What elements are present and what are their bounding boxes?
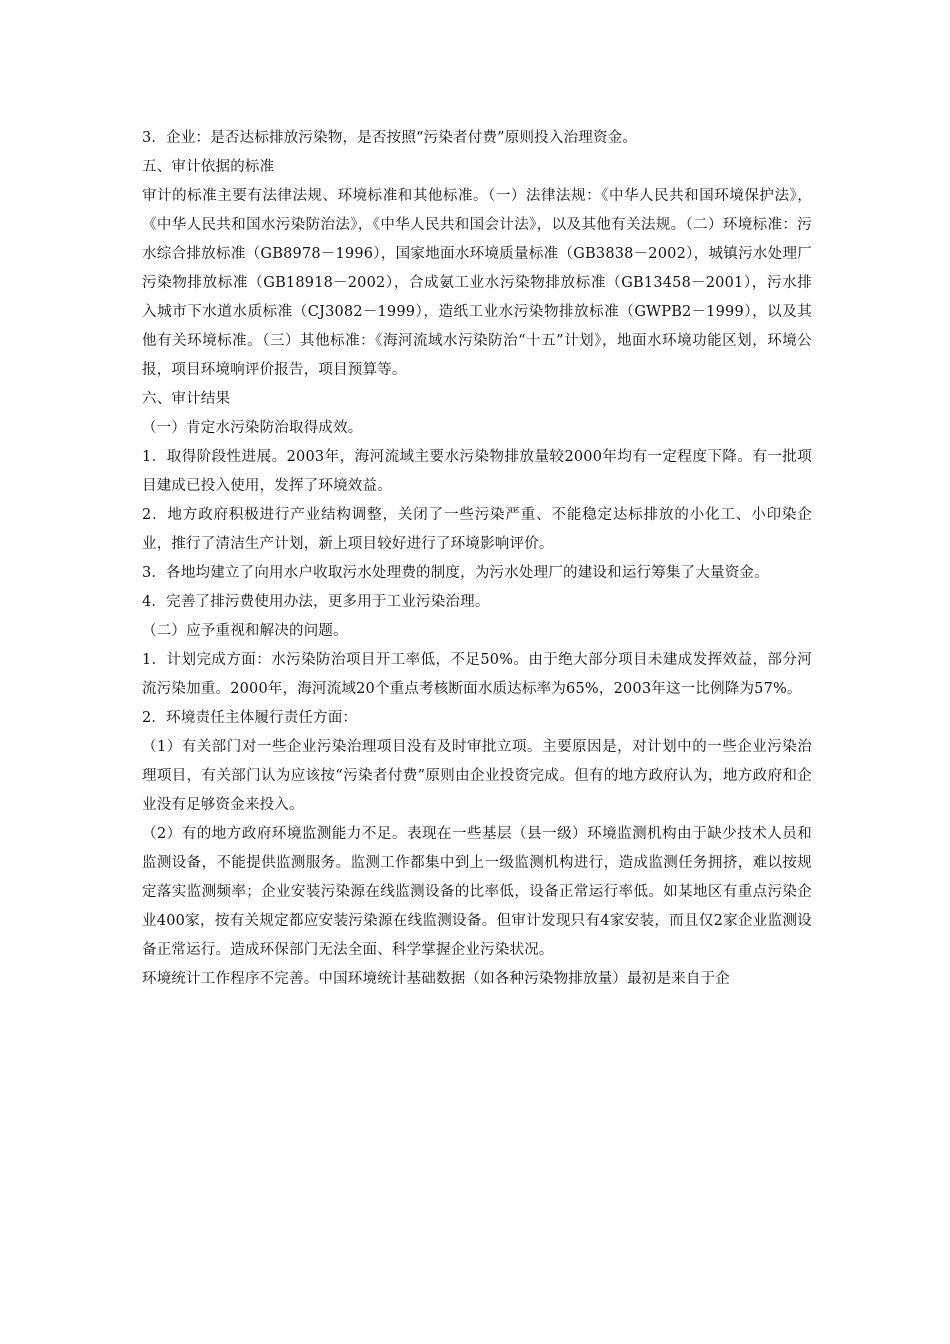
document-page (142, 124, 812, 994)
paragraph-result-3: 3．各地均建立了向用水户收取污水处理费的制度，为污水处理厂的建设和运行筹集了大量资金。 (142, 565, 769, 581)
paragraph-problem-2: 2．环境责任主体履行责任方面： (142, 710, 358, 726)
subheading-problems: （二）应予重视和解决的问题。 (142, 623, 348, 639)
paragraph-result-1: 1．取得阶段性进展。2003年，海河流域主要水污染物排放量较2000年均有一定程度下降。有一批项目建成已投入使用，发挥了环境效益。 (142, 449, 812, 494)
paragraph-result-2: 2．地方政府积极进行产业结构调整，关闭了一些污染严重、不能稳定达标排放的小化工、小印染企业，推行了清洁生产计划，新上项目较好进行了环境影响评价。 (142, 507, 812, 552)
paragraph-problem-2-1: （1）有关部门对一些企业污染治理项目没有及时审批立项。主要原因是，对计划中的一些企业污染治理项目，有关部门认为应该按“污染者付费”原则由企业投资完成。但有的地方政府认为，地方政府和企业没有足够资金来投入。 (142, 739, 812, 813)
paragraph-result-4: 4．完善了排污费使用办法，更多用于工业污染治理。 (142, 594, 490, 610)
paragraph-problem-1: 1．计划完成方面：水污染防治项目开工率低，不足50%。由于绝大部分项目未建成发挥效益，部分河流污染加重。2000年，海河流域20个重点考核断面水质达标率为65%，2003年这一比例降为57%。 (142, 652, 812, 697)
paragraph-enterprise-point: 3．企业：是否达标排放污染物，是否按照“污染者付费”原则投入治理资金。 (142, 130, 638, 146)
heading-audit-results: 六、审计结果 (142, 391, 231, 407)
heading-audit-standards: 五、审计依据的标准 (142, 159, 275, 175)
subheading-achievements: （一）肯定水污染防治取得成效。 (142, 420, 363, 436)
paragraph-problem-2-2: （2）有的地方政府环境监测能力不足。表现在一些基层（县一级）环境监测机构由于缺少技术人员和监测设备，不能提供监测服务。监测工作都集中到上一级监测机构进行，造成监测任务拥挤，难以按规定落实监测频率；企业安装污染源在线监测设备的比率低，设备正常运行率低。如某地区有重点污染企业400家，按有关规定都应安装污染源在线监测设备。但审计发现只有4家安装，而且仅2家企业监测设备正常运行。造成环保部门无法全面、科学掌握企业污染状况。 (142, 826, 812, 958)
paragraph-audit-standards: 审计的标准主要有法律法规、环境标准和其他标准。（一）法律法规：《中华人民共和国环境保护法》，《中华人民共和国水污染防治法》，《中华人民共和国会计法》，以及其他有关法规。（二）环境标准：污水综合排放标准（GB8978－1996），国家地面水环境质量标准（GB3838－2002），城镇污水处理厂污染物排放标准（GB18918－2002），合成氨工业水污染物排放标准（GB13458－2001），污水排入城市下水道水质标准（CJ3082－1999），造纸工业水污染物排放标准（GWPB2－1999），以及其他有关环境标准。（三）其他标准：《海河流域水污染防治“十五”计划》，地面水环境功能区划，环境公报，项目环境响评价报告，项目预算等。 (142, 188, 812, 378)
paragraph-statistics: 环境统计工作程序不完善。中国环境统计基础数据（如各种污染物排放量）最初是来自于企 (142, 971, 730, 987)
